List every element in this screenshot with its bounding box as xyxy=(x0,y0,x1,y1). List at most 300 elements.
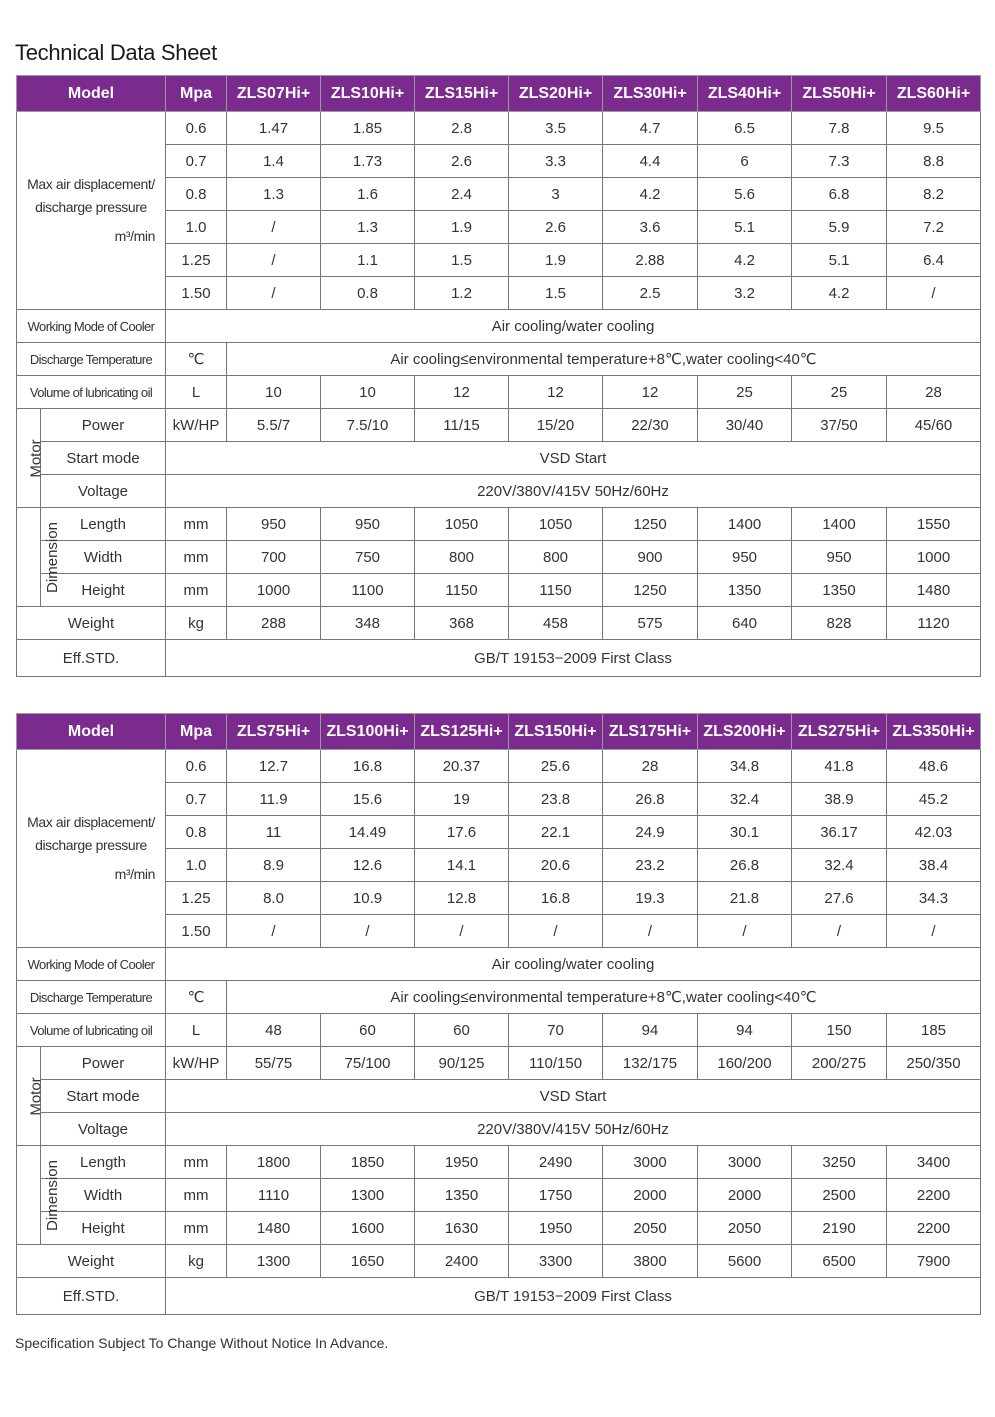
air-displacement-value: / xyxy=(509,915,603,948)
length-value: 1850 xyxy=(321,1146,415,1179)
temp-unit: ℃ xyxy=(166,981,227,1014)
eff-value: GB/T 19153−2009 First Class xyxy=(166,640,981,677)
pressure-value: 1.25 xyxy=(166,882,227,915)
model-name-header: ZLS50Hi+ xyxy=(792,76,887,112)
lube-oil-value: 60 xyxy=(415,1014,509,1047)
pressure-value: 1.50 xyxy=(166,915,227,948)
voltage-value: 220V/380V/415V 50Hz/60Hz xyxy=(166,1113,981,1146)
power-value: 37/50 xyxy=(792,409,887,442)
start-mode-value: VSD Start xyxy=(166,1080,981,1113)
width-value: 750 xyxy=(321,541,415,574)
air-displacement-value: 2.88 xyxy=(603,244,698,277)
air-displacement-value: 12.6 xyxy=(321,849,415,882)
air-displacement-value: 8.9 xyxy=(227,849,321,882)
spec-table xyxy=(16,75,981,677)
length-value: 2490 xyxy=(509,1146,603,1179)
height-value: 1350 xyxy=(792,574,887,607)
width-label: Width xyxy=(41,1179,166,1212)
air-displacement-value: 6 xyxy=(698,145,792,178)
model-name-header: ZLS20Hi+ xyxy=(509,76,603,112)
weight-value: 368 xyxy=(415,607,509,640)
weight-value: 3800 xyxy=(603,1245,698,1278)
start-mode-value: VSD Start xyxy=(166,442,981,475)
max-air-label-line1: Max air displacement/ xyxy=(27,814,155,830)
length-label: Length xyxy=(41,1146,166,1179)
height-label: Height xyxy=(41,1212,166,1245)
power-value: 110/150 xyxy=(509,1047,603,1080)
power-value: 160/200 xyxy=(698,1047,792,1080)
lube-oil-value: 60 xyxy=(321,1014,415,1047)
length-value: 1400 xyxy=(698,508,792,541)
model-name-header: ZLS10Hi+ xyxy=(321,76,415,112)
power-value: 5.5/7 xyxy=(227,409,321,442)
width-value: 2500 xyxy=(792,1179,887,1212)
width-value: 1000 xyxy=(887,541,981,574)
model-name-header: ZLS125Hi+ xyxy=(415,714,509,750)
power-value: 250/350 xyxy=(887,1047,981,1080)
power-unit: kW/HP xyxy=(166,1047,227,1080)
table-row xyxy=(17,508,981,541)
air-displacement-value: 8.0 xyxy=(227,882,321,915)
model-name-header: ZLS40Hi+ xyxy=(698,76,792,112)
max-air-label-cell xyxy=(17,112,166,310)
air-displacement-value: 17.6 xyxy=(415,816,509,849)
table-row xyxy=(17,1146,981,1179)
air-displacement-value: / xyxy=(887,277,981,310)
air-displacement-value: 2.4 xyxy=(415,178,509,211)
lube-oil-value: 12 xyxy=(603,376,698,409)
dimension-label: Dimension xyxy=(43,1159,61,1231)
air-displacement-value: / xyxy=(227,211,321,244)
power-value: 75/100 xyxy=(321,1047,415,1080)
motor-group-cell xyxy=(17,1047,45,1146)
air-displacement-value: 6.4 xyxy=(887,244,981,277)
width-value: 2000 xyxy=(603,1179,698,1212)
width-value: 1750 xyxy=(509,1179,603,1212)
air-displacement-value: / xyxy=(603,915,698,948)
weight-value: 288 xyxy=(227,607,321,640)
power-value: 7.5/10 xyxy=(321,409,415,442)
air-displacement-value: 5.9 xyxy=(792,211,887,244)
air-displacement-value: 26.8 xyxy=(603,783,698,816)
power-value: 90/125 xyxy=(415,1047,509,1080)
temp-unit: ℃ xyxy=(166,343,227,376)
voltage-label: Voltage xyxy=(41,1113,166,1146)
height-value: 1600 xyxy=(321,1212,415,1245)
air-displacement-value: 1.85 xyxy=(321,112,415,145)
weight-value: 7900 xyxy=(887,1245,981,1278)
power-value: 45/60 xyxy=(887,409,981,442)
discharge-temp-label: Discharge Temperature xyxy=(17,981,166,1014)
air-displacement-value: 23.8 xyxy=(509,783,603,816)
weight-value: 3300 xyxy=(509,1245,603,1278)
weight-value: 575 xyxy=(603,607,698,640)
voltage-label: Voltage xyxy=(41,475,166,508)
model-name-header: ZLS75Hi+ xyxy=(227,714,321,750)
air-displacement-value: 45.2 xyxy=(887,783,981,816)
mpa-header: Mpa xyxy=(166,76,227,112)
air-displacement-value: 16.8 xyxy=(321,750,415,783)
footnote: Specification Subject To Change Without Notice In Advance. xyxy=(15,1335,389,1351)
discharge-temp-label: Discharge Temperature xyxy=(17,343,166,376)
air-displacement-value: 3.2 xyxy=(698,277,792,310)
table-row xyxy=(17,442,981,475)
air-displacement-value: 3.5 xyxy=(509,112,603,145)
table-row xyxy=(17,1245,981,1278)
power-unit: kW/HP xyxy=(166,409,227,442)
cooler-label: Working Mode of Cooler xyxy=(17,310,166,343)
air-displacement-value: / xyxy=(887,915,981,948)
air-displacement-value: 38.9 xyxy=(792,783,887,816)
length-value: 950 xyxy=(227,508,321,541)
header-row xyxy=(17,714,981,750)
air-displacement-value: 1.73 xyxy=(321,145,415,178)
lube-oil-value: 70 xyxy=(509,1014,603,1047)
lube-oil-value: 28 xyxy=(887,376,981,409)
page-title: Technical Data Sheet xyxy=(15,40,217,65)
cooler-value: Air cooling/water cooling xyxy=(166,948,981,981)
air-displacement-value: 11.9 xyxy=(227,783,321,816)
height-value: 1100 xyxy=(321,574,415,607)
height-value: 1350 xyxy=(698,574,792,607)
weight-value: 458 xyxy=(509,607,603,640)
length-unit: mm xyxy=(166,508,227,541)
weight-unit: kg xyxy=(166,607,227,640)
air-displacement-value: / xyxy=(227,244,321,277)
air-displacement-value: 32.4 xyxy=(698,783,792,816)
air-displacement-value: 14.1 xyxy=(415,849,509,882)
length-value: 1950 xyxy=(415,1146,509,1179)
eff-label: Eff.STD. xyxy=(17,1278,166,1315)
table-row xyxy=(17,640,981,677)
motor-label: Motor xyxy=(27,438,45,478)
air-displacement-value: 1.6 xyxy=(321,178,415,211)
weight-value: 1120 xyxy=(887,607,981,640)
table-row xyxy=(17,112,981,145)
lube-oil-value: 25 xyxy=(792,376,887,409)
discharge-temp-value: Air cooling≤environmental temperature+8℃,water cooling<40℃ xyxy=(227,981,981,1014)
table-row xyxy=(17,343,981,376)
air-displacement-value: 16.8 xyxy=(509,882,603,915)
air-displacement-value: 4.7 xyxy=(603,112,698,145)
length-value: 3000 xyxy=(603,1146,698,1179)
lube-oil-value: 25 xyxy=(698,376,792,409)
table-row xyxy=(17,1179,981,1212)
height-label: Height xyxy=(41,574,166,607)
model-name-header: ZLS275Hi+ xyxy=(792,714,887,750)
air-displacement-value: 27.6 xyxy=(792,882,887,915)
height-value: 1150 xyxy=(415,574,509,607)
max-air-unit: m³/min xyxy=(114,228,155,244)
height-value: 1000 xyxy=(227,574,321,607)
pressure-value: 0.6 xyxy=(166,750,227,783)
air-displacement-value: 1.5 xyxy=(415,244,509,277)
lube-unit: L xyxy=(166,1014,227,1047)
table-row xyxy=(17,607,981,640)
model-header: Model xyxy=(17,76,166,112)
length-label: Length xyxy=(41,508,166,541)
dimension-label: Dimension xyxy=(43,521,61,593)
max-air-label-line2: discharge pressure xyxy=(35,837,147,853)
lube-oil-value: 185 xyxy=(887,1014,981,1047)
width-value: 950 xyxy=(698,541,792,574)
length-unit: mm xyxy=(166,1146,227,1179)
pressure-value: 1.50 xyxy=(166,277,227,310)
air-displacement-value: 20.6 xyxy=(509,849,603,882)
lube-oil-value: 150 xyxy=(792,1014,887,1047)
table-row xyxy=(17,541,981,574)
discharge-temp-value: Air cooling≤environmental temperature+8℃,water cooling<40℃ xyxy=(227,343,981,376)
power-value: 30/40 xyxy=(698,409,792,442)
width-value: 700 xyxy=(227,541,321,574)
lube-unit: L xyxy=(166,376,227,409)
lube-oil-value: 12 xyxy=(415,376,509,409)
width-label: Width xyxy=(41,541,166,574)
air-displacement-value: 25.6 xyxy=(509,750,603,783)
max-air-unit: m³/min xyxy=(114,866,155,882)
air-displacement-value: 10.9 xyxy=(321,882,415,915)
air-displacement-value: 5.6 xyxy=(698,178,792,211)
air-displacement-value: 4.2 xyxy=(603,178,698,211)
max-air-label-line1: Max air displacement/ xyxy=(27,176,155,192)
length-value: 3250 xyxy=(792,1146,887,1179)
length-value: 3000 xyxy=(698,1146,792,1179)
width-value: 1110 xyxy=(227,1179,321,1212)
power-label: Power xyxy=(41,409,166,442)
power-value: 11/15 xyxy=(415,409,509,442)
air-displacement-value: 2.5 xyxy=(603,277,698,310)
table-row xyxy=(17,376,981,409)
weight-value: 1300 xyxy=(227,1245,321,1278)
air-displacement-value: 22.1 xyxy=(509,816,603,849)
air-displacement-value: 7.3 xyxy=(792,145,887,178)
weight-value: 348 xyxy=(321,607,415,640)
air-displacement-value: 4.2 xyxy=(792,277,887,310)
max-air-label-line2: discharge pressure xyxy=(35,199,147,215)
air-displacement-value: 32.4 xyxy=(792,849,887,882)
eff-label: Eff.STD. xyxy=(17,640,166,677)
width-unit: mm xyxy=(166,541,227,574)
air-displacement-value: 19.3 xyxy=(603,882,698,915)
air-displacement-value: 20.37 xyxy=(415,750,509,783)
pressure-value: 1.25 xyxy=(166,244,227,277)
air-displacement-value: 5.1 xyxy=(792,244,887,277)
air-displacement-value: 30.1 xyxy=(698,816,792,849)
lube-oil-value: 94 xyxy=(603,1014,698,1047)
air-displacement-value: 11 xyxy=(227,816,321,849)
lube-oil-value: 10 xyxy=(321,376,415,409)
length-value: 1050 xyxy=(509,508,603,541)
lube-oil-value: 94 xyxy=(698,1014,792,1047)
width-value: 2000 xyxy=(698,1179,792,1212)
height-value: 1250 xyxy=(603,574,698,607)
weight-value: 6500 xyxy=(792,1245,887,1278)
height-value: 2050 xyxy=(603,1212,698,1245)
power-label: Power xyxy=(41,1047,166,1080)
max-air-label-cell xyxy=(17,750,166,948)
air-displacement-value: 12.8 xyxy=(415,882,509,915)
length-value: 1050 xyxy=(415,508,509,541)
model-name-header: ZLS60Hi+ xyxy=(887,76,981,112)
table-row xyxy=(17,1080,981,1113)
power-value: 55/75 xyxy=(227,1047,321,1080)
length-value: 1800 xyxy=(227,1146,321,1179)
air-displacement-value: 8.8 xyxy=(887,145,981,178)
width-value: 2200 xyxy=(887,1179,981,1212)
air-displacement-value: 0.8 xyxy=(321,277,415,310)
weight-value: 828 xyxy=(792,607,887,640)
pressure-value: 1.0 xyxy=(166,211,227,244)
length-value: 1400 xyxy=(792,508,887,541)
air-displacement-value: 34.8 xyxy=(698,750,792,783)
air-displacement-value: 1.5 xyxy=(509,277,603,310)
air-displacement-value: 9.5 xyxy=(887,112,981,145)
weight-value: 5600 xyxy=(698,1245,792,1278)
pressure-value: 0.7 xyxy=(166,783,227,816)
air-displacement-value: 2.6 xyxy=(509,211,603,244)
air-displacement-value: 8.2 xyxy=(887,178,981,211)
table-row xyxy=(17,1278,981,1315)
motor-label: Motor xyxy=(27,1076,45,1116)
air-displacement-value: 15.6 xyxy=(321,783,415,816)
lube-oil-label: Volume of lubricating oil xyxy=(17,376,166,409)
air-displacement-value: 4.2 xyxy=(698,244,792,277)
length-value: 950 xyxy=(321,508,415,541)
air-displacement-value: 4.4 xyxy=(603,145,698,178)
pressure-value: 0.6 xyxy=(166,112,227,145)
air-displacement-value: 41.8 xyxy=(792,750,887,783)
model-name-header: ZLS350Hi+ xyxy=(887,714,981,750)
air-displacement-value: 1.3 xyxy=(227,178,321,211)
air-displacement-value: 21.8 xyxy=(698,882,792,915)
start-mode-label: Start mode xyxy=(41,1080,166,1113)
height-unit: mm xyxy=(166,1212,227,1245)
air-displacement-value: 6.8 xyxy=(792,178,887,211)
power-value: 200/275 xyxy=(792,1047,887,1080)
air-displacement-value: 1.47 xyxy=(227,112,321,145)
model-name-header: ZLS07Hi+ xyxy=(227,76,321,112)
pressure-value: 0.7 xyxy=(166,145,227,178)
air-displacement-value: 48.6 xyxy=(887,750,981,783)
pressure-value: 0.8 xyxy=(166,178,227,211)
height-value: 1150 xyxy=(509,574,603,607)
weight-value: 2400 xyxy=(415,1245,509,1278)
height-value: 1480 xyxy=(227,1212,321,1245)
lube-oil-value: 12 xyxy=(509,376,603,409)
air-displacement-value: 7.2 xyxy=(887,211,981,244)
spec-table xyxy=(16,713,981,1315)
table-row xyxy=(17,750,981,783)
air-displacement-value: 3.3 xyxy=(509,145,603,178)
length-value: 1550 xyxy=(887,508,981,541)
height-value: 2050 xyxy=(698,1212,792,1245)
width-value: 1300 xyxy=(321,1179,415,1212)
weight-unit: kg xyxy=(166,1245,227,1278)
header-row xyxy=(17,76,981,112)
air-displacement-value: 1.1 xyxy=(321,244,415,277)
model-name-header: ZLS30Hi+ xyxy=(603,76,698,112)
width-value: 800 xyxy=(509,541,603,574)
start-mode-label: Start mode xyxy=(41,442,166,475)
air-displacement-value: 1.3 xyxy=(321,211,415,244)
table-row xyxy=(17,1014,981,1047)
air-displacement-value: 34.3 xyxy=(887,882,981,915)
air-displacement-value: 36.17 xyxy=(792,816,887,849)
air-displacement-value: / xyxy=(698,915,792,948)
lube-oil-value: 48 xyxy=(227,1014,321,1047)
width-value: 800 xyxy=(415,541,509,574)
cooler-value: Air cooling/water cooling xyxy=(166,310,981,343)
air-displacement-value: 6.5 xyxy=(698,112,792,145)
weight-value: 1650 xyxy=(321,1245,415,1278)
lube-oil-value: 10 xyxy=(227,376,321,409)
width-value: 900 xyxy=(603,541,698,574)
air-displacement-value: 1.9 xyxy=(415,211,509,244)
air-displacement-value: 2.6 xyxy=(415,145,509,178)
width-unit: mm xyxy=(166,1179,227,1212)
table-row xyxy=(17,948,981,981)
eff-value: GB/T 19153−2009 First Class xyxy=(166,1278,981,1315)
air-displacement-value: 3.6 xyxy=(603,211,698,244)
width-value: 1350 xyxy=(415,1179,509,1212)
air-displacement-value: 28 xyxy=(603,750,698,783)
air-displacement-value: 2.8 xyxy=(415,112,509,145)
height-value: 2200 xyxy=(887,1212,981,1245)
air-displacement-value: 23.2 xyxy=(603,849,698,882)
air-displacement-value: 1.2 xyxy=(415,277,509,310)
air-displacement-value: / xyxy=(227,277,321,310)
length-value: 3400 xyxy=(887,1146,981,1179)
weight-value: 640 xyxy=(698,607,792,640)
power-value: 15/20 xyxy=(509,409,603,442)
table-row xyxy=(17,310,981,343)
cooler-label: Working Mode of Cooler xyxy=(17,948,166,981)
air-displacement-value: 1.9 xyxy=(509,244,603,277)
air-displacement-value: / xyxy=(792,915,887,948)
power-value: 132/175 xyxy=(603,1047,698,1080)
height-value: 1630 xyxy=(415,1212,509,1245)
model-name-header: ZLS15Hi+ xyxy=(415,76,509,112)
air-displacement-value: 5.1 xyxy=(698,211,792,244)
air-displacement-value: 3 xyxy=(509,178,603,211)
dimension-group-cell xyxy=(17,1146,61,1245)
table-row xyxy=(17,475,981,508)
pressure-value: 0.8 xyxy=(166,816,227,849)
pressure-value: 1.0 xyxy=(166,849,227,882)
length-value: 1250 xyxy=(603,508,698,541)
air-displacement-value: 38.4 xyxy=(887,849,981,882)
dimension-group-cell xyxy=(17,508,61,607)
model-name-header: ZLS150Hi+ xyxy=(509,714,603,750)
height-value: 1480 xyxy=(887,574,981,607)
table-row xyxy=(17,1047,981,1080)
air-displacement-value: / xyxy=(321,915,415,948)
height-unit: mm xyxy=(166,574,227,607)
air-displacement-value: 26.8 xyxy=(698,849,792,882)
table-row xyxy=(17,1212,981,1245)
air-displacement-value: / xyxy=(227,915,321,948)
air-displacement-value: 7.8 xyxy=(792,112,887,145)
voltage-value: 220V/380V/415V 50Hz/60Hz xyxy=(166,475,981,508)
air-displacement-value: / xyxy=(415,915,509,948)
air-displacement-value: 19 xyxy=(415,783,509,816)
weight-label: Weight xyxy=(17,1245,166,1278)
height-value: 2190 xyxy=(792,1212,887,1245)
air-displacement-value: 42.03 xyxy=(887,816,981,849)
table-row xyxy=(17,1113,981,1146)
width-value: 950 xyxy=(792,541,887,574)
air-displacement-value: 12.7 xyxy=(227,750,321,783)
